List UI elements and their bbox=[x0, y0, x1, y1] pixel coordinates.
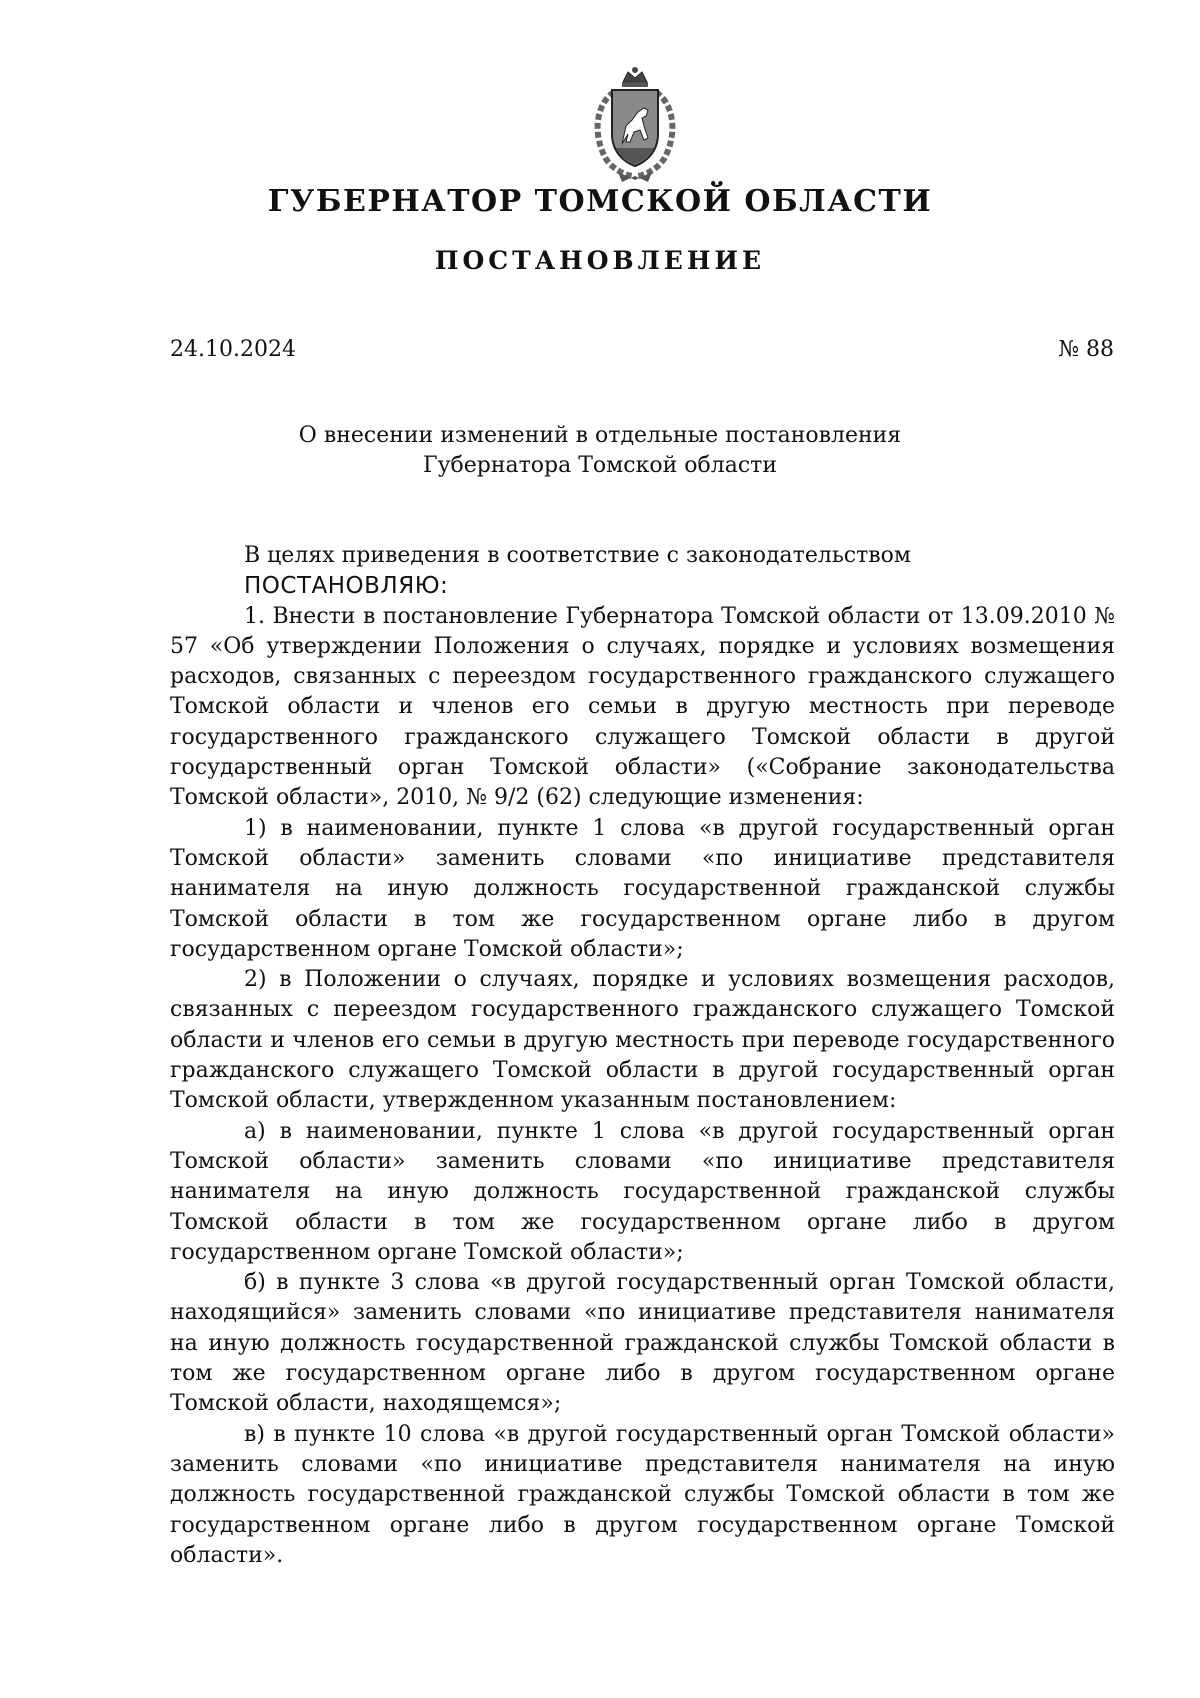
document-type: ПОСТАНОВЛЕНИЕ bbox=[434, 246, 766, 275]
item-1-subitem-2-a: а) в наименовании, пункте 1 слова «в другой государственный орган Томской области» заменить словами «по инициативе представителя нанимателя на иную должность государственной гражданской службы Томской области в том же государственном органе либо в другом государственном органе Томской области»; bbox=[170, 1118, 1115, 1265]
document-subject bbox=[0, 421, 1200, 481]
document-date: 24.10.2024 bbox=[170, 337, 296, 362]
tomsk-oblast-coat-of-arms-icon bbox=[576, 64, 694, 184]
subject-line-1: О внесении изменений в отдельные постановления bbox=[298, 423, 902, 448]
document-number: № 88 bbox=[1058, 337, 1114, 362]
item-1-subitem-2-b: б) в пункте 3 слова «в другой государственный орган Томской области, находящийся» заменить словами «по инициативе представителя нанимателя на иную должность государственной гражданской службы Томской области в том же государственном органе либо в другом государственном органе Томской области, находящемся»; bbox=[170, 1270, 1115, 1417]
item-1-subitem-2-v: в) в пункте 10 слова «в другой государственный орган Томской области» заменить словами «по инициативе представителя нанимателя на иную должность государственной гражданской службы Томской области в том же государственном органе либо в другом государственном органе Томской области». bbox=[170, 1421, 1115, 1568]
item-1-subitem-2: 2) в Положении о случаях, порядке и условиях возмещения расходов, связанных с переездом государственного гражданского служащего Томской области и членов его семьи в другую местность при переводе государственного гражданского служащего Томской области в другой государственный орган Томской области, утвержденном указанным постановлением: bbox=[170, 967, 1115, 1114]
subject-line-2: Губернатора Томской области bbox=[423, 453, 777, 478]
item-1-subitem-1: 1) в наименовании, пункте 1 слова «в другой государственный орган Томской области» заменить словами «по инициативе представителя нанимателя на иную должность государственной гражданской службы Томской области в том же государственном органе либо в другом государственном органе Томской области»; bbox=[170, 815, 1115, 962]
item-1: 1. Внести в постановление Губернатора Томской области от 13.09.2010 № 57 «Об утверждении Положения о случаях, порядке и условиях возмещения расходов, связанных с переездом государственного гражданского служащего Томской области и членов его семьи в другую местность при переводе государственного гражданского служащего Томской области в другой государственный орган Томской области» («Собрание законодательства Томской области», 2010, № 9/2 (62) следующие изменения: bbox=[170, 603, 1115, 811]
resolve-keyword: ПОСТАНОВЛЯЮ: bbox=[244, 573, 449, 600]
preamble: В целях приведения в соответствие с законодательством bbox=[244, 543, 912, 568]
issuing-authority: ГУБЕРНАТОР ТОМСКОЙ ОБЛАСТИ bbox=[267, 184, 933, 219]
document-body bbox=[170, 541, 1115, 1571]
